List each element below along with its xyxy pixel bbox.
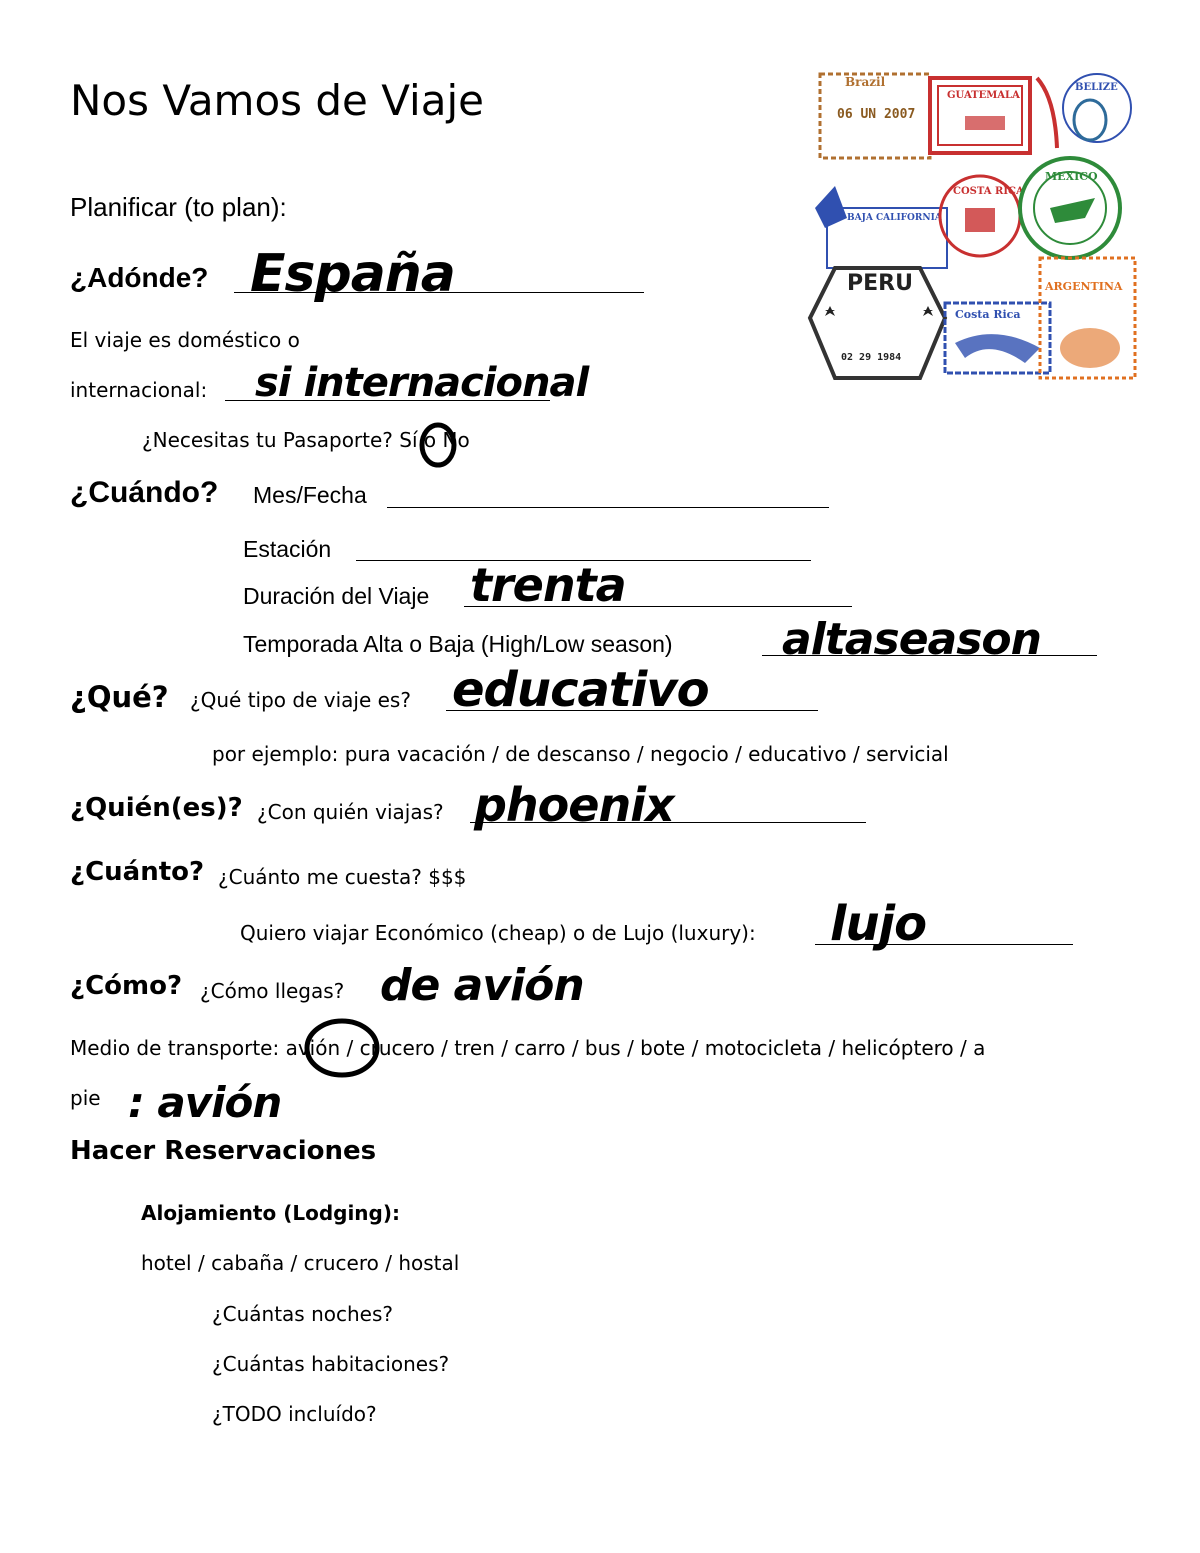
domestico-line1: El viaje es doméstico o [70,328,300,352]
costa-rica-red-stamp [940,176,1024,256]
baja-california-stamp [815,186,947,268]
habitaciones-question: ¿Cuántas habitaciones? [212,1352,450,1376]
cuando-label: ¿Cuándo? [70,476,219,509]
guatemala-stamp [930,78,1030,153]
peru-stamp-date: 02 29 1984 [841,352,902,363]
domestico-line2: internacional: [70,378,208,402]
belize-stamp [1037,74,1131,148]
adonde-answer: España [250,244,455,304]
como-question: ¿Cómo llegas? [200,979,345,1003]
pasaporte-options[interactable]: Sí o No [399,428,470,452]
brazil-stamp-date: 06 UN 2007 [837,107,916,122]
medio-answer: : avión [128,1078,282,1127]
noches-question: ¿Cuántas noches? [212,1302,393,1326]
cuando-mes-label: Mes/Fecha [253,482,367,508]
cuando-temporada-label: Temporada Alta o Baja (High/Low season) [243,631,673,657]
cuando-duracion-label: Duración del Viaje [243,583,430,609]
peru-stamp [810,268,945,378]
que-examples: por ejemplo: pura vacación / de descanso / negocio / educativo / servicial [212,742,949,766]
que-label: ¿Qué? [70,680,169,714]
quien-answer: phoenix [474,778,674,832]
pasaporte-si-circle [416,422,466,472]
quien-label: ¿Quién(es)? [70,793,243,823]
quien-question: ¿Con quién viajas? [257,800,444,824]
medio-line [70,1036,985,1060]
peru-stamp-label: PERU [847,271,913,296]
baja-stamp-label: BAJA CALIFORNIA [847,213,942,223]
alojamiento-options[interactable]: hotel / cabaña / crucero / hostal [141,1251,460,1275]
medio-prefix: Medio de transporte: [70,1036,280,1060]
medio-options-rest[interactable]: / crucero / tren / carro / bus / bote / motocicleta / helicóptero / a [346,1036,986,1060]
que-question: ¿Qué tipo de viaje es? [190,688,411,712]
cuando-estacion-label: Estación [243,536,332,562]
argentina-stamp [1040,258,1135,378]
passport-stamps-image [805,68,1140,386]
cuando-duracion-answer: trenta [470,558,626,612]
page-title: Nos Vamos de Viaje [70,76,484,125]
cuanto-question: ¿Cuánto me cuesta? $$$ [218,865,467,889]
domestico-answer: si internacional [255,360,589,406]
adonde-label: ¿Adónde? [70,262,209,293]
brazil-stamp [820,74,930,158]
cuanto-sub: Quiero viajar Económico (cheap) o de Lujo (luxury): [240,921,756,945]
cuando-mes-line[interactable] [387,507,829,508]
costa-rica-red-label: COSTA RICA [953,186,1024,197]
cuanto-answer: lujo [830,896,927,952]
mexico-stamp [1020,158,1120,258]
alojamiento-label: Alojamiento (Lodging): [141,1201,400,1225]
que-answer: educativo [452,662,709,718]
medio-avion-circle [302,1016,386,1080]
reservaciones-heading: Hacer Reservaciones [70,1136,377,1166]
cuanto-label: ¿Cuánto? [70,857,205,887]
costa-rica-blue-stamp [945,303,1050,373]
argentina-stamp-label: ARGENTINA [1045,280,1123,293]
pasaporte-question-text: ¿Necesitas tu Pasaporte? [142,428,393,452]
brazil-stamp-label: Brazil [845,75,886,89]
costa-rica-blue-label: Costa Rica [955,308,1021,321]
como-label: ¿Cómo? [70,971,183,1001]
medio-avion-option[interactable]: avión [285,1036,341,1060]
como-answer: de avión [380,960,584,1011]
mexico-stamp-label: MEXICO [1045,170,1098,183]
guatemala-stamp-label: GUATEMALA [947,90,1020,101]
planificar-heading: Planificar (to plan): [70,192,287,222]
belize-stamp-label: BELIZE [1075,82,1118,93]
cuando-temporada-answer: altaseason [782,614,1041,665]
medio-line2: pie [70,1086,101,1110]
todo-incluido-question: ¿TODO incluído? [212,1402,377,1426]
